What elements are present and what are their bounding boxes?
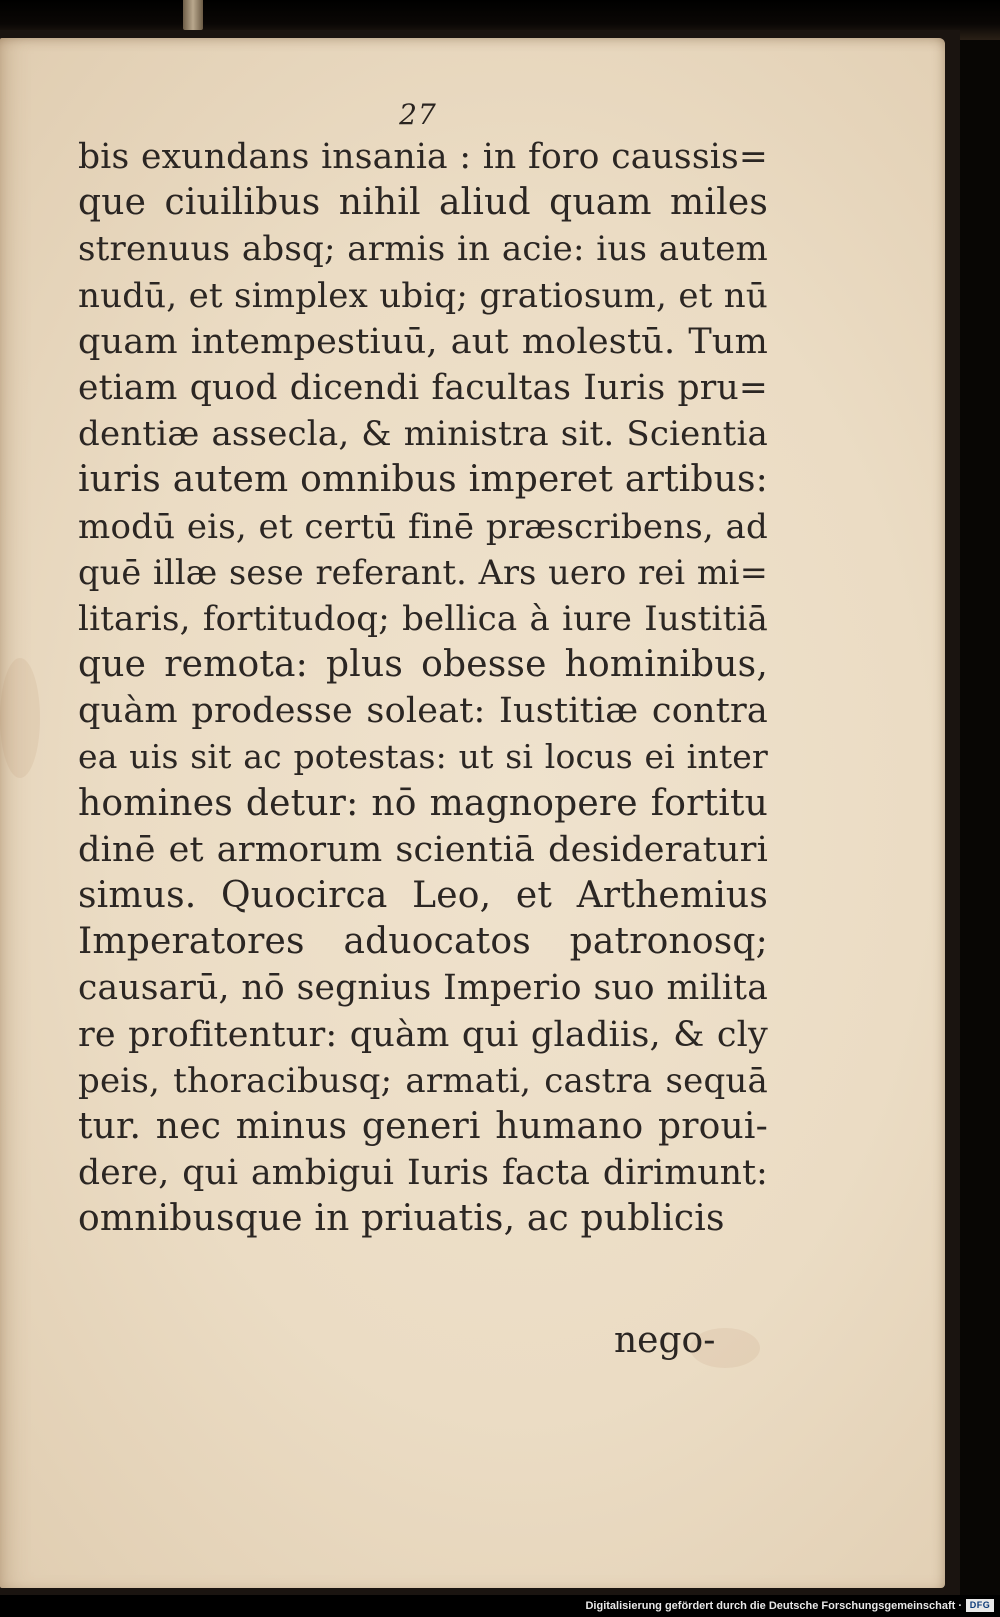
book-spine-edge [183,0,203,30]
text-line: quē illæ sese referant. Ars uero rei mi= [78,552,768,592]
dfg-logo: DFG [966,1599,994,1612]
text-line: peis, thoracibusq; armati, castra sequā [78,1060,768,1101]
text-line: tur. nec minus generi humano proui- [78,1105,768,1147]
text-line: ea uis sit ac potestas: ut si locus ei inter [78,737,768,777]
text-line: simus. Quocirca Leo, et Arthemius [78,875,768,916]
text-line: litaris, fortitudoq; bellica à iure Iustitiā [78,598,768,639]
text-line: modū eis, et certū finē præscribens, ad [78,506,768,547]
footer-credit: Digitalisierung gefördert durch die Deutsche Forschungsgemeinschaft · [585,1600,962,1612]
text-line: dentiæ assecla, & ministra sit. Scientia [78,414,768,455]
text-line: dinē et armorum scientiā desideraturi [78,829,768,870]
catchword: nego- [614,1320,716,1361]
text-line: quàm prodesse soleat: Iustitiæ contra [78,691,768,732]
text-line: causarū, nō segnius Imperio suo milita [78,968,768,1009]
body-text [78,134,768,1243]
text-line: dere, qui ambigui Iuris facta dirimunt: [78,1153,768,1194]
text-line: omnibusque in priuatis, ac publicis [78,1198,725,1240]
text-line: homines detur: nō magnopere fortitu [78,782,768,824]
text-line: que ciuilibus nihil aliud quam miles [78,182,768,224]
page-number: 27 [399,98,437,131]
text-line: nudū, et simplex ubiq; gratiosum, et nū [78,275,768,316]
text-line: iuris autem omnibus imperet artibus: [78,459,768,501]
text-line: etiam quod dicendi facultas Iuris pru= [78,367,768,408]
text-line: que remota: plus obesse hominibus, [78,644,768,686]
text-line: quam intempestiuū, aut molestū. Tum [78,321,768,362]
text-line: Imperatores aduocatos patronosq; [78,921,768,963]
text-line: strenuus absq; armis in acie: ius autem [78,229,768,270]
text-line: re profitentur: quàm qui gladiis, & cly [78,1014,768,1055]
text-line: bis exundans insania : in foro caussis= [78,137,768,177]
paper-stain [0,658,40,778]
